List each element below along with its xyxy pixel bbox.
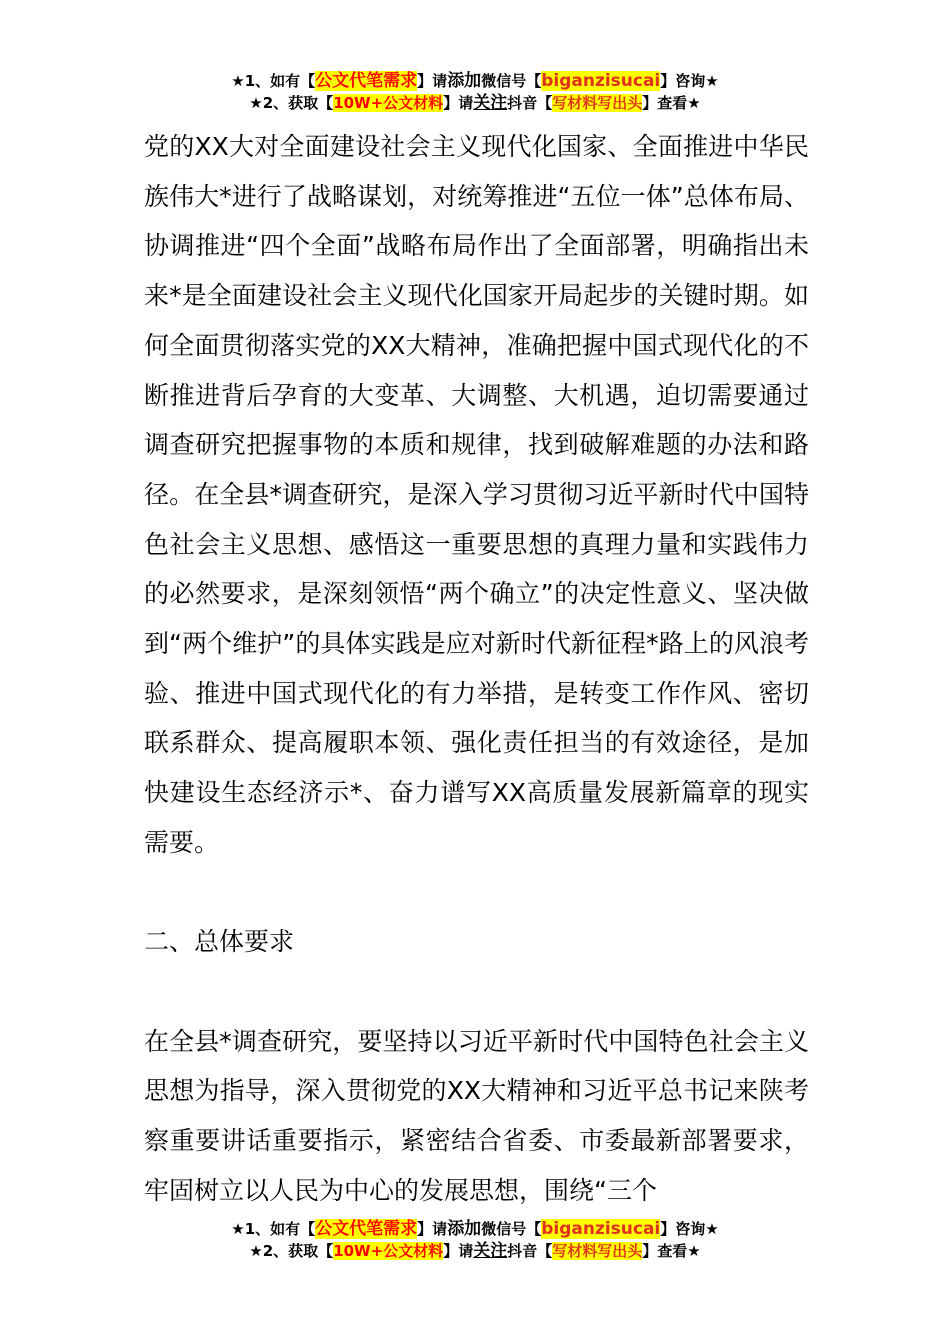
banner-text: 关注 [473, 93, 508, 113]
header-banner [0, 70, 950, 114]
banner-text: 】咨询★ [660, 1220, 719, 1238]
document-body [144, 122, 809, 1215]
highlight-wechat-id: biganzisucai [541, 71, 661, 91]
highlight-materials: 10W+公文材料 [333, 1242, 444, 1260]
banner-text: 】查看★ [642, 1242, 701, 1260]
highlight-douyin: 写材料写出头 [552, 94, 643, 112]
banner-text: ★2、获取【 [249, 1242, 334, 1260]
banner-line-1 [0, 1218, 950, 1240]
highlight-service: 公文代笔需求 [315, 71, 418, 91]
banner-text: 】请 [417, 1220, 448, 1238]
footer-banner [0, 1218, 950, 1262]
banner-text: 抖音【 [507, 1242, 553, 1260]
banner-text: 添加 [447, 71, 482, 91]
banner-text: 微信号【 [481, 1220, 542, 1238]
banner-line-1 [0, 70, 950, 92]
banner-text: 关注 [473, 1241, 508, 1261]
banner-text: ★1、如有【 [231, 1220, 316, 1238]
banner-text: 添加 [447, 1219, 482, 1239]
banner-text: 】咨询★ [660, 72, 719, 90]
banner-text: 】请 [443, 94, 474, 112]
highlight-service: 公文代笔需求 [315, 1219, 418, 1239]
highlight-wechat-id: biganzisucai [541, 1219, 661, 1239]
paragraph-gap [144, 868, 809, 918]
paragraph-gap [144, 967, 809, 1017]
body-paragraph-1: 党的XX大对全面建设社会主义现代化国家、全面推进中华民族伟大*进行了战略谋划，对统筹推进“五位一体”总体布局、协调推进“四个全面”战略布局作出了全面部署，明确指出未来*是全面建设社会主义现代化国家开局起步的关键时期。如何全面贯彻落实党的XX大精神，准确把握中国式现代化的不断推进背后孕育的大变革、大调整、大机遇，迫切需要通过调查研究把握事物的本质和规律，找到破解难题的办法和路径。在全县*调查研究，是深入学习贯彻习近平新时代中国特色社会主义思想、感悟这一重要思想的真理力量和实践伟力的必然要求，是深刻领悟“两个确立”的决定性意义、坚决做到“两个维护”的具体实践是应对新时代新征程*路上的风浪考验、推进中国式现代化的有力举措，是转变工作作风、密切联系群众、提高履职本领、强化责任担当的有效途径，是加快建设生态经济示*、奋力谱写XX高质量发展新篇章的现实需要。 [144, 132, 809, 857]
banner-text: 】查看★ [642, 94, 701, 112]
banner-line-2 [0, 1240, 950, 1262]
banner-text: ★2、获取【 [249, 94, 334, 112]
highlight-douyin: 写材料写出头 [552, 1242, 643, 1260]
banner-text: 微信号【 [481, 72, 542, 90]
banner-text: 】请 [443, 1242, 474, 1260]
body-paragraph-2: 在全县*调查研究，要坚持以习近平新时代中国特色社会主义思想为指导，深入贯彻党的XX大精神和习近平总书记来陕考察重要讲话重要指示，紧密结合省委、市委最新部署要求，牢固树立以人民为中心的发展思想，围绕“三个 [144, 1026, 809, 1205]
banner-text: ★1、如有【 [231, 72, 316, 90]
highlight-materials: 10W+公文材料 [333, 94, 444, 112]
banner-text: 】请 [417, 72, 448, 90]
banner-text: 抖音【 [507, 94, 553, 112]
section-heading: 二、总体要求 [144, 927, 295, 957]
banner-line-2 [0, 92, 950, 114]
